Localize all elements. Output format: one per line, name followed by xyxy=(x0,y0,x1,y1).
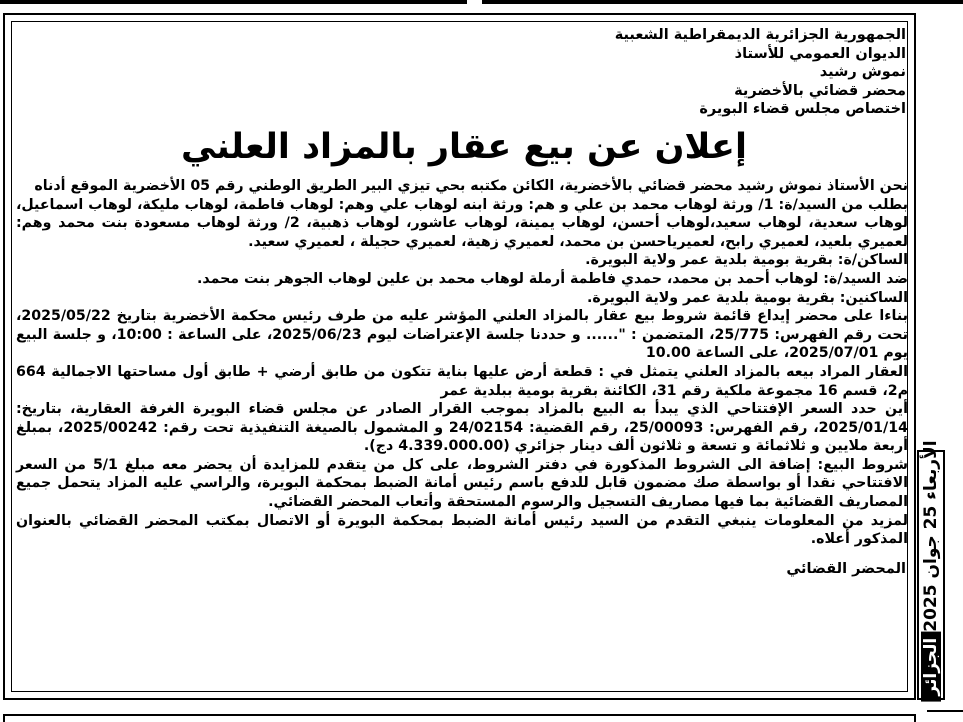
announcement-body xyxy=(16,177,912,549)
top-rule-right xyxy=(482,0,963,4)
paragraph-plaintiffs: بطلب من السيد/ة: 1/ ورثة لوهاب محمد بن علي و هم: ورثة ابنه لوهاب علي وهم: لوهاب فاطمة، لوهاب مليكة، لوهاب اسماعيل، لوهاب سعدية، لوهاب سعيد،لوهاب أحسن، لوهاب يمينة، لوهاب عاشور، لوهاب ذهبية، 2/ ورثة لوهاب مسعودة بنت محمد وهم: لعميري بلعيد، لعميري رابح، لعميرياحسن بن محمد، لعميري زهية، لعميري حجيلة ، لعميري سعيد. xyxy=(16,196,909,250)
header-line-2: الديوان العمومي للأستاذ xyxy=(734,45,906,62)
paragraph-intro: نحن الأستاذ نموش رشيد محضر قضائي بالأخضرية، الكائن مكتبه بحي تيزي البير الطريق الوطني رقم 05 الأخضرية الموقع أدناه xyxy=(34,177,908,194)
paragraph-filing: بناءا على محضر إيداع قائمة شروط بيع عقار بالمزاد العلني المؤشر عليه من طرف رئيس محكمة الأخضرية بتاريخ 2025/05/22، تحت رقم الفهرس: 25/775، المتضمن : "...... و حددنا جلسة الإعتراضات ليوم 2025/06/23، على الساعة : 10:00، و جلسة البيع يوم 2025/07/01، على الساعة 10.00 xyxy=(16,308,908,362)
signature: المحضر القضائي xyxy=(786,560,906,577)
newspaper-name: الجزائر xyxy=(921,632,941,702)
header-line-4: محضر قضائي بالأخضرية xyxy=(734,82,906,99)
paragraph-defendant-residence: الساكنين: بقرية بومية بلدية عمر ولاية البويرة. xyxy=(587,289,908,306)
announcement-title: إعلان عن بيع عقار بالمزاد العلني xyxy=(181,126,747,167)
paragraph-opening-price: أين حدد السعر الإفتتاحي الذي يبدأ به البيع بالمزاد بموجب القرار الصادر عن مجلس قضاء البويرة الغرفة العقارية، بتاريخ: 2025/01/14، رقم الفهرس: 25/00093، رقم القضية: 24/02154 و المشمول بالصيغة التنفيذية تحت رقم: 2025/00242، بمبلغ أربعة ملايين و ثلاثمائة و تسعة و ثلاثون ألف دينار جزائري (4.339.000.00 دج). xyxy=(16,401,908,455)
edition-date: الأربعاء 25 جوان 2025 xyxy=(921,440,941,632)
top-rule-left xyxy=(0,0,467,4)
announcement-content xyxy=(16,26,912,577)
paragraph-sale-conditions: شروط البيع: إضافة الى الشروط المذكورة في دفتر الشروط، على كل من يتقدم للمزايدة أن يحضر معه مبلغ 5/1 من السعر الافتتاحي نقدا أو بواسطة صك مضمون قابل للدفع باسم رئيس أمانة الضبط بمحكمة البويرة، والراسي عليه المزاد يتحمل جميع المصاريف القضائية بما فيها مصاريف التسجيل والرسوم المستحقة وأتعاب المحضر القضائي. xyxy=(16,456,908,511)
paragraph-defendants: ضد السيد/ة: لوهاب أحمد بن محمد، حمدي فاطمة أرملة لوهاب محمد بن علين لوهاب الجوهر بنت محمد. xyxy=(196,270,908,287)
header-line-5: اختصاص مجلس قضاء البويرة xyxy=(699,101,906,118)
next-article-border xyxy=(3,714,916,722)
next-article-border-right xyxy=(927,710,963,722)
paragraph-plaintiff-residence: الساكن/ة: بقرية بومية بلدية عمر ولاية البويرة. xyxy=(585,252,908,269)
header-line-1: الجمهورية الجزائرية الديمقراطية الشعبية xyxy=(614,27,906,43)
header-line-3: نموش رشيد xyxy=(819,64,906,81)
edition-sidebar xyxy=(917,440,945,700)
edition-sidebar-text xyxy=(921,440,941,709)
paragraph-contact: لمزيد من المعلومات ينبغي التقدم من السيد رئيس أمانة الضبط بمحكمة البويرة أو الاتصال بمكتب المحضر القضائي بالعنوان المذكور أعلاه. xyxy=(16,512,908,548)
paragraph-property: العقار المراد بيعه بالمزاد العلني يتمثل في : قطعة أرض عليها بناية تتكون من طابق أرضي + طابق أول مساحتها الاجمالية 664 م2، قسم 16 مجموعة ملكية رقم 31، الكائنة بقرية بومية ببلدية عمر xyxy=(16,363,908,399)
